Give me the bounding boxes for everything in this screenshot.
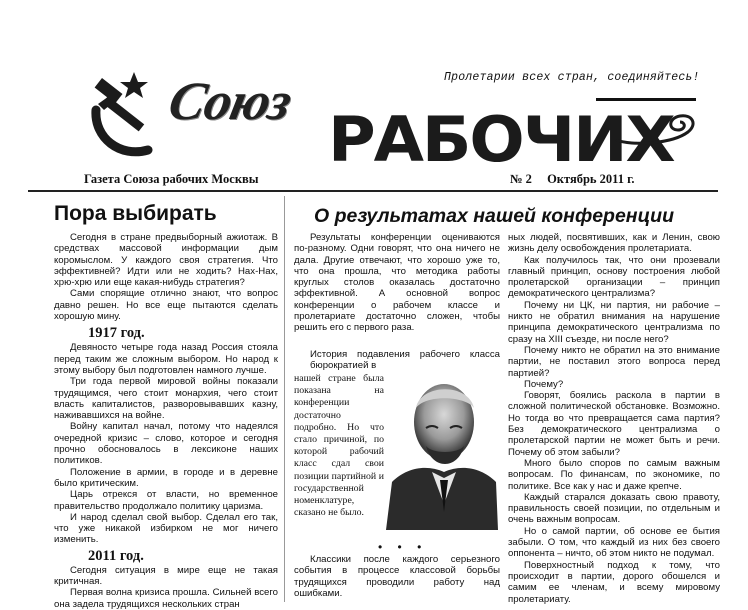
photo-wrap-text [294,349,500,519]
masthead-block-title: РАБОЧИХ [328,103,674,176]
paragraph: Сегодня ситуация в мире еще не такая критичная. [54,564,278,588]
right-article-col1 [294,232,500,334]
lenin-portrait-photo [386,372,498,530]
paragraph: Почему ни ЦК, ни партия, ни рабочие – никто не обратил внимания на нарушение принципа демократического централизма по сразу на XIII съезде, ни после него? [508,299,720,345]
paragraph: Много было споров по самым важным вопросам. По финансам, по экономике, по политике. Все как у нас и даже крепче. [508,457,720,492]
swirl-ornament-icon [612,110,698,148]
paragraph: Положение в армии, в городе и в деревне было критическим. [54,466,278,489]
right-article-col1-bottom [294,554,500,599]
paragraph: Почему никто не обратил на это внимание партии, не поставил этого вопроса перед партией? [508,344,720,379]
paragraph: Царь отрекся от власти, но временное правительство продолжало политику царизма. [54,489,278,512]
left-article-body [54,232,278,610]
paragraph: Как получилось так, что они прозевали главный принцип, основу построения любой пролетарской организации – принцип демократического централизма? [508,254,720,300]
paragraph: Поверхностный подход к тому, что происходит в партии, дорого обошелся и самим ее членам, и всему мировому пролетариату. [508,559,720,605]
section-separator: • • • [378,540,428,554]
section-heading: 2011 год. [88,547,144,564]
paragraph: И народ сделал свой выбор. Сделал его так, что уже никакой избирком не мог ничего изменить. [54,511,278,546]
paragraph: Три года первой мировой войны показали трудящимся, чего стоит монархия, чего стоит власть капиталистов, разворовывавших казну, наживавшихся на войне. [54,376,278,422]
issue-date: Октябрь 2011 г. [547,172,635,186]
slogan-rule [596,98,696,101]
hammer-and-sickle-icon [86,66,166,164]
right-headline: О результатах нашей конференции [314,205,675,227]
paragraph: Каждый старался доказать свою правоту, правильность своей позиции, по отдельным и очень важным вопросам. [508,491,720,526]
masthead-subtitle: Газета Союза рабочих Москвы [84,172,259,186]
paragraph: ных людей, посвятивших, как и Ленин, свою жизнь делу освобождения пролетариата. [508,232,720,255]
right-article-col2 [508,232,720,605]
section-heading: 1917 год. [88,325,145,342]
paragraph: Девяносто четыре года назад Россия стояла перед таким же сложным выбором. Но народ к этому выбору был подготовлен намного лучше. [54,342,278,376]
masthead-slogan: Пролетарии всех стран, соединяйтесь! [444,71,700,84]
paragraph: Первая волна кризиса прошла. Сильней всего она задела трудящихся нескольких стран [54,587,278,610]
paragraph: Но о самой партии, об основе ее бытия забыли. О том, что каждый из них без своего оппонента – ничто, об этом никто не подумал. [508,525,720,560]
masthead-rule [28,190,718,192]
paragraph: Войну капитал начал, потому что надеялся очередной кризис – слово, которое и сегодня прочно обосновалось в лексиконе наших политиков. [54,421,278,467]
paragraph: Сегодня в стране предвыборный ажиотаж. В средствах массовой информации дым коромыслом. У каждого своя стратегия. Что эффективней? Идти или не ходить? Нах-Нах, хрю-хрю или еще какая-нибудь стратегия? [54,232,278,289]
paragraph-lead: История подавления рабочего класса бюрократией в [310,349,500,372]
paragraph: Говорят, боялись раскола в партии в сложной политической обстановке. Возможно. Но тогда во что превращается сама партия? Без демократического централизма о пролетарской партии не может быть и речи. Почему об этом забыли? [508,390,720,458]
paragraph: Сами спорящие отлично знают, что вопрос давно решен. Но все еще пытаются сделать хорошую мину. [54,288,278,323]
paragraph: нашей стране была показана на конференции достаточно подробно. Но что стало причиной, по которой рабочий класс сдал свои позиции партийной и государственной номенклатуре, сказано не было. [294,373,384,519]
issue-info [510,172,647,187]
paragraph: Почему? [524,378,564,390]
column-divider [284,196,285,602]
paragraph: Результаты конференции оцениваются по-разному. Одни говорят, что она ничего не дала. Другие отвечают, что хорошо уже то, что она прошла, что методика работы круглых столов оказалась достаточно эффективной. А основной вопрос конференции о рабочем классе и пролетариате достаточно сложен, чтобы решить его с первого раза. [294,232,500,334]
paragraph: Классики после каждого серьезного события в процессе классовой борьбы трудящихся проводили работу над ошибками. [294,554,500,599]
issue-number: № 2 [510,172,532,186]
left-headline: Пора выбирать [54,202,217,225]
masthead-script-title: Союз [163,71,297,131]
